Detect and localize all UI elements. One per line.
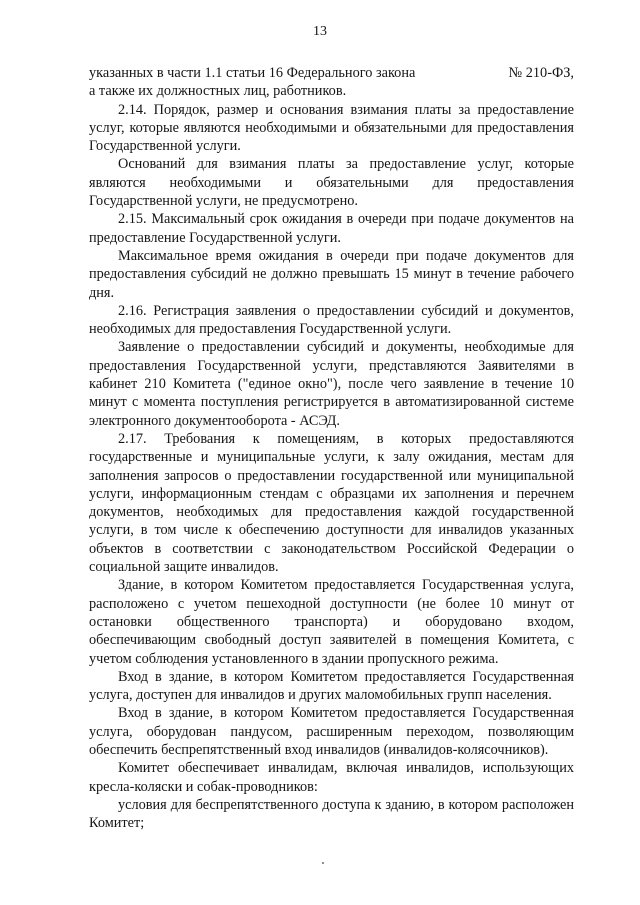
paragraph-2-15-heading: 2.15. Максимальный срок ожидания в очереди при подаче документов на предоставление Государственной услуги. xyxy=(89,211,574,246)
paragraph-2-16-heading: 2.16. Регистрация заявления о предоставлении субсидий и документов, необходимых для предоставления Государственной услуги. xyxy=(89,302,574,338)
document-body xyxy=(89,64,574,832)
paragraph-application-registration: Заявление о предоставлении субсидий и документы, необходимые для предоставления Государственной услуги, представляются Заявителями в кабинет 210 Комитета ("единое окно"), после чего заявление в течение 10 минут с момента поступления регистрируется в автоматизированной системе электронного документооборота - АСЭД. xyxy=(89,339,574,429)
law-number: № 210-ФЗ, xyxy=(508,65,574,81)
page-number: 13 xyxy=(313,24,327,39)
paragraph-committee-provides: Комитет обеспечивает инвалидам, включая инвалидов, использующих кресла-коляски и собак-проводников: xyxy=(89,760,574,795)
paragraph-waiting-time: Максимальное время ожидания в очереди при подаче документов для предоставления субсидий не должно превышать 15 минут в течение рабочего дня. xyxy=(89,247,574,301)
paragraph-access-conditions: условия для беспрепятственного доступа к зданию, в котором расположен Комитет; xyxy=(89,796,574,832)
paragraph-fee-basis: Оснований для взимания платы за предоставление услуг, которые являются необходимыми и обязательными для предоставления Государственной услуги, не предусмотрено. xyxy=(89,156,574,210)
paragraph-building-location: Здание, в котором Комитетом предоставляется Государственная услуга, расположено с учетом пешеходной доступности (не более 10 минут от остановки общественного транспорта) и оборудовано входом, обеспечивающим свободный доступ заявителей в помещения Комитета, с учетом соблюдения установленного в здании пропускного режима. xyxy=(89,577,574,667)
first-line-text: указанных в части 1.1 статьи 16 Федерального закона xyxy=(89,65,416,81)
scan-speck xyxy=(322,862,324,864)
first-line xyxy=(89,64,574,82)
paragraph-2-17-heading: 2.17. Требования к помещениям, в которых предоставляются государственные и муниципальные услуги, к залу ожидания, местам для заполнения запросов о предоставлении государственной или муниципальной услуги, информационным стендам с образцами их заполнения и перечнем документов, необходимых для предоставления каждой государственной услуги, в том числе к обеспечению доступности для инвалидов указанных объектов в соответствии с законодательством Российской Федерации о социальной защите инвалидов. xyxy=(89,430,574,576)
paragraph-2-14-heading: 2.14. Порядок, размер и основания взимания платы за предоставление услуг, которые являются необходимыми и обязательными для предоставления Государственной услуги. xyxy=(89,101,574,155)
paragraph-continuation: а также их должностных лиц, работников. xyxy=(89,83,347,100)
paragraph-entrance-accessible: Вход в здание, в котором Комитетом предоставляется Государственная услуга, доступен для инвалидов и других маломобильных групп населения. xyxy=(89,668,574,704)
paragraph-entrance-ramp: Вход в здание, в котором Комитетом предоставляется Государственная услуга, оборудован пандусом, расширенным переходом, позволяющим обеспечить беспрепятственный вход инвалидов (инвалидов-колясочников). xyxy=(89,705,574,758)
